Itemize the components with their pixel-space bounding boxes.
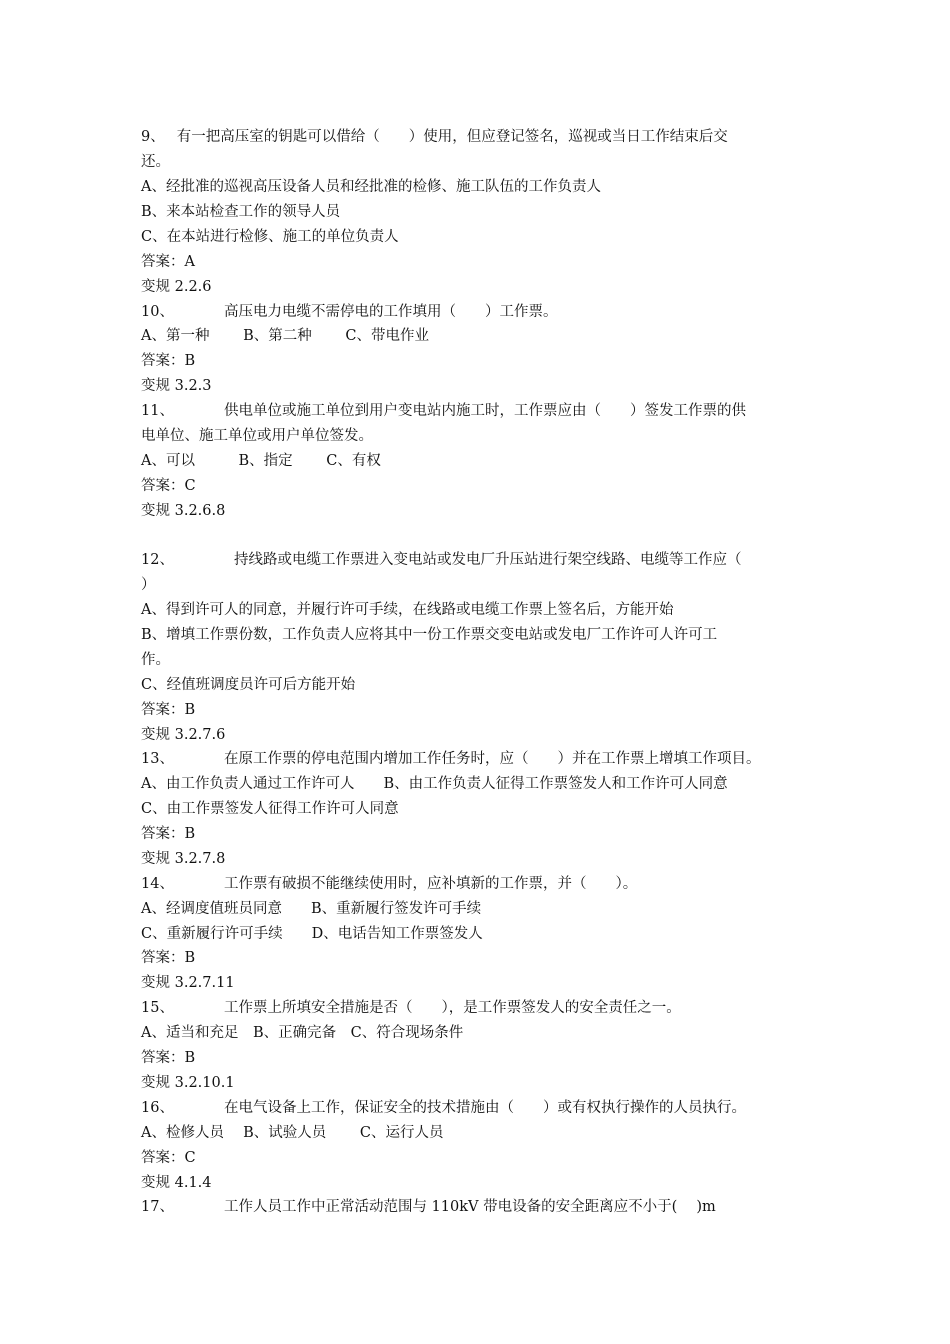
- option-b-continued: 作。: [141, 652, 170, 668]
- question-number: 14、: [141, 876, 174, 892]
- answer: 答案：B: [141, 702, 196, 718]
- question-text: 有一把高压室的钥匙可以借给（ ）使用，但应登记签名，巡视或当日工作结束后交: [176, 129, 728, 145]
- question-number: 17、: [141, 1199, 174, 1215]
- question-text-continued: 电单位、施工单位或用户单位签发。: [141, 428, 373, 444]
- option-a: A、经批准的巡视高压设备人员和经批准的检修、施工队伍的工作负责人: [141, 179, 601, 195]
- answer: 答案：B: [141, 353, 196, 369]
- option-c: C、由工作票签发人征得工作许可人同意: [141, 801, 399, 817]
- reference: 变规 3.2.7.6: [141, 727, 226, 743]
- reference: 变规 2.2.6: [141, 279, 212, 295]
- question-13: [141, 749, 760, 769]
- question-10: [141, 302, 557, 322]
- question-number: 16、: [141, 1100, 174, 1116]
- option-c: C、经值班调度员许可后方能开始: [141, 677, 356, 693]
- question-number: 13、: [141, 751, 174, 767]
- answer: 答案：B: [141, 1050, 196, 1066]
- option-c: C、在本站进行检修、施工的单位负责人: [141, 229, 399, 245]
- option-a-b: A、由工作负责人通过工作许可人 B、由工作负责人征得工作票签发人和工作许可人同意: [141, 776, 728, 792]
- option-b: B、来本站检查工作的领导人员: [141, 204, 341, 220]
- question-text: 持线路或电缆工作票进入变电站或发电厂升压站进行架空线路、电缆等工作应（: [233, 552, 742, 568]
- question-12: [141, 550, 741, 570]
- question-text-continued: 还。: [141, 154, 170, 170]
- question-text: 工作票上所填安全措施是否（ ），是工作票签发人的安全责任之一。: [223, 1000, 681, 1016]
- question-9: [141, 127, 728, 147]
- question-number: 10、: [141, 304, 174, 320]
- reference: 变规 4.1.4: [141, 1175, 212, 1191]
- question-11: [141, 401, 746, 421]
- reference: 变规 3.2.7.8: [141, 851, 226, 867]
- question-text: 在电气设备上工作，保证安全的技术措施由（ ）或有权执行操作的人员执行。: [223, 1100, 746, 1116]
- option-c-d: C、重新履行许可手续 D、电话告知工作票签发人: [141, 926, 483, 942]
- options: A、第一种 B、第二种 C、带电作业: [141, 328, 429, 344]
- option-b: B、增填工作票份数，工作负责人应将其中一份工作票交变电站或发电厂工作许可人许可工: [141, 627, 718, 643]
- answer: 答案：C: [141, 478, 196, 494]
- question-number: 9、: [141, 129, 165, 145]
- question-text: 工作人员工作中正常活动范围与 110kV 带电设备的安全距离应不小于( )m: [223, 1199, 716, 1215]
- options: A、可以 B、指定 C、有权: [141, 453, 381, 469]
- question-17: [141, 1197, 716, 1217]
- question-text: 高压电力电缆不需停电的工作填用（ ）工作票。: [223, 304, 558, 320]
- question-text: 供电单位或施工单位到用户变电站内施工时，工作票应由（ ）签发工作票的供: [223, 403, 746, 419]
- options: A、检修人员 B、试验人员 C、运行人员: [141, 1125, 444, 1141]
- answer: 答案：B: [141, 826, 196, 842]
- option-a-b: A、经调度值班员同意 B、重新履行签发许可手续: [141, 901, 482, 917]
- question-15: [141, 998, 681, 1018]
- options: A、适当和充足 B、正确完备 C、符合现场条件: [141, 1025, 464, 1041]
- answer: 答案：C: [141, 1150, 196, 1166]
- question-14: [141, 874, 637, 894]
- question-number: 12、: [141, 552, 174, 568]
- answer: 答案：A: [141, 254, 195, 270]
- reference: 变规 3.2.10.1: [141, 1075, 235, 1091]
- question-text: 在原工作票的停电范围内增加工作任务时，应（ ）并在工作票上增填工作项目。: [223, 751, 761, 767]
- question-number: 15、: [141, 1000, 174, 1016]
- option-a: A、得到许可人的同意，并履行许可手续，在线路或电缆工作票上签名后，方能开始: [141, 602, 674, 618]
- question-16: [141, 1098, 746, 1118]
- answer: 答案：B: [141, 950, 196, 966]
- question-text-continued: ）: [141, 577, 156, 593]
- reference: 变规 3.2.7.11: [141, 975, 235, 991]
- question-text: 工作票有破损不能继续使用时，应补填新的工作票，并（ ）。: [223, 876, 638, 892]
- reference: 变规 3.2.6.8: [141, 503, 226, 519]
- reference: 变规 3.2.3: [141, 378, 212, 394]
- question-number: 11、: [141, 403, 174, 419]
